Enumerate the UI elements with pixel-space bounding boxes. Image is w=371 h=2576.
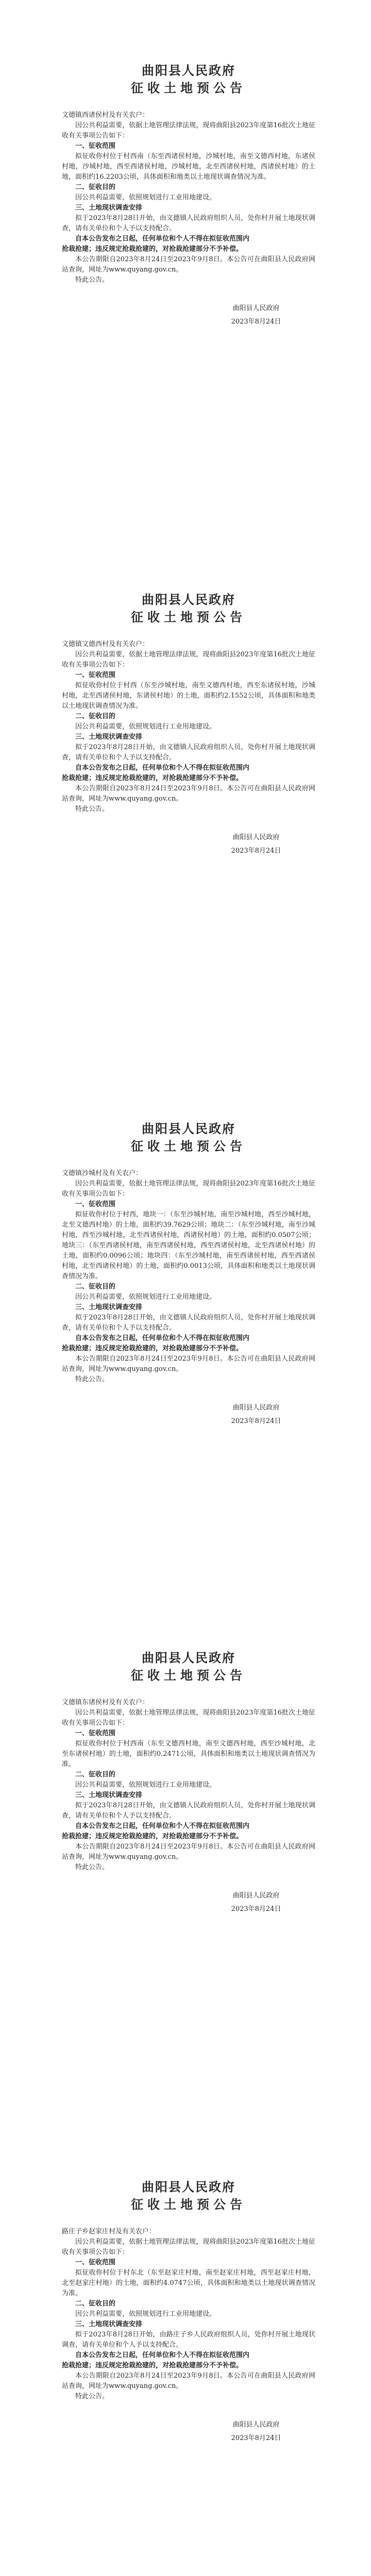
notice-title-line1: 曲阳县人民政府 [142, 1121, 235, 1136]
signature-date: 2023年8月24日 [231, 847, 281, 855]
survey-paragraph: 拟于2023年8月28日开始，由文德镇人民政府组织人员，处你村开展土地现状调查，请有关单位和个人予以支持配合。 [62, 214, 315, 232]
purpose-paragraph: 因公共利益需要，依照规划进行工业用地建设。 [75, 723, 216, 731]
signature-org: 曲阳县人民政府 [232, 1892, 280, 1900]
prohibition-line1: 自本公告发布之日起，任何单位和个人不得在拟征收范围内 [75, 2351, 250, 2359]
period-paragraph: 本公告期限自2023年8月24日至2023年9月8日。本公告可在曲阳县人民政府网站查询，网址为www.quyang.gov.cn。 [62, 1843, 315, 1861]
notice-title-line1: 曲阳县人民政府 [142, 1650, 235, 1665]
scope-paragraph: 拟征收你村位于村西，地块一：（东至沙城村地，南至沙城村地，西至沙城村地，北至文德西村地）的土地，面积约39.7629公顷；地块二：（东至沙城村地，南至沙城村地，西至沙城村地，北至西诸侯村地，西诸侯村地）的土地，面积约0.0507公顷；地块三：（东至西诸侯村地，南至西诸侯村地，西至西诸侯村地，北至西诸侯村地）的土地，面积约0.0096公顷；地块四：（东至沙城村地，南至西诸侯村地，西至西诸侯村地，北至西诸侯村地）的土地，面积约0.0013公顷，具体面积和地类以土地现状调查情况为准。 [62, 1211, 315, 1280]
intro-paragraph: 因公共利益需要，依据土地管理法律法规，现将曲阳县2023年度第16批次土地征收有关事项公告如下： [62, 122, 315, 140]
section-heading-survey: 三、土地现状调查安排 [75, 1303, 143, 1311]
notice-title-line2: 征收土地预公告 [131, 1139, 246, 1154]
signature-org: 曲阳县人民政府 [232, 1404, 280, 1412]
period-paragraph: 本公告期限自2023年8月24日至2023年9月8日。本公告可在曲阳县人民政府网站查询，网址为www.quyang.gov.cn。 [62, 785, 315, 803]
notice-title-line2: 征收土地预公告 [131, 609, 246, 624]
prohibition-line2: 抢栽抢建；违反规定抢栽抢建的，对抢栽抢建部分不予补偿。 [62, 1833, 243, 1840]
signature-date: 2023年8月24日 [231, 1417, 281, 1425]
survey-paragraph: 拟于2023年8月28日开始，由文德镇人民政府组织人员，处你村开展土地现状调查，请有关单位和个人予以支持配合。 [62, 1314, 315, 1332]
closing-line: 特此公告。 [75, 805, 109, 813]
intro-paragraph: 因公共利益需要，依据土地管理法律法规，现将曲阳县2023年度第16批次土地征收有关事项公告如下： [62, 2238, 315, 2256]
addressee: 文德镇文德西村及有关农户： [62, 640, 149, 648]
signature-block [62, 1889, 315, 1916]
prohibition-line1: 自本公告发布之日起，任何单位和个人不得在拟征收范围内 [75, 1334, 250, 1342]
section-heading-survey: 三、土地现状调查安排 [75, 1791, 143, 1799]
scope-paragraph: 拟征收你村位于村西南（东至西诸侯村地，沙城村地，南至文德西村地，东诸侯村地，沙城村地，西至西诸侯村地，沙城村地，北至西诸侯村地，西诸侯村地）的土地，面积约16.2203公顷，具体面积和地类以土地现状调查情况为准。 [62, 152, 315, 181]
signature-block [62, 302, 315, 329]
section-heading-purpose: 二、征收目的 [75, 2300, 116, 2308]
section-heading-survey: 三、土地现状调查安排 [75, 733, 143, 741]
period-paragraph: 本公告期限自2023年8月24日至2023年9月8日。本公告可在曲阳县人民政府网站查询，网址为www.quyang.gov.cn。 [62, 2372, 315, 2390]
signature-block [62, 1401, 315, 1428]
notice-1 [0, 0, 371, 529]
signature-org: 曲阳县人民政府 [232, 2421, 280, 2429]
section-heading-survey: 三、土地现状调查安排 [75, 2320, 143, 2328]
notice-title-line1: 曲阳县人民政府 [142, 592, 235, 607]
addressee: 文德镇东诸侯村及有关农户： [62, 1699, 149, 1706]
notice-title-line1: 曲阳县人民政府 [142, 63, 235, 78]
closing-line: 特此公告。 [75, 276, 109, 284]
intro-paragraph: 因公共利益需要，依据土地管理法律法规，现将曲阳县2023年度第16批次土地征收有关事项公告如下： [62, 1180, 315, 1198]
signature-date: 2023年8月24日 [231, 2434, 281, 2442]
scope-paragraph: 拟征收你村位于村西（东至沙城村地，南至文德西村地，西至东诸侯村地，沙城村地，北至西诸侯村地，东诸侯村地）的土地，面积约2.1552公顷，具体面积和地类以土地现状调查情况为准。 [62, 682, 315, 710]
survey-paragraph: 拟于2023年8月28日开始，由文德镇人民政府组织人员，处你村开展土地现状调查，请有关单位和个人予以支持配合。 [62, 743, 315, 761]
section-heading-scope: 一、征收范围 [75, 2259, 116, 2266]
period-paragraph: 本公告期限自2023年8月24日至2023年9月8日。本公告可在曲阳县人民政府网站查询，网址为www.quyang.gov.cn。 [62, 256, 315, 274]
closing-line: 特此公告。 [75, 1863, 109, 1871]
prohibition-line1: 自本公告发布之日起，任何单位和个人不得在拟征收范围内 [75, 1822, 250, 1830]
section-heading-survey: 三、土地现状调查安排 [75, 204, 143, 212]
section-heading-purpose: 二、征收目的 [75, 183, 116, 191]
notice-2 [0, 529, 371, 1058]
purpose-paragraph: 因公共利益需要，依照规划进行工业用地建设。 [75, 1781, 216, 1789]
section-heading-scope: 一、征收范围 [75, 1730, 116, 1737]
addressee: 文德镇沙城村及有关农户： [62, 1170, 143, 1177]
signature-block [62, 2418, 315, 2445]
signature-date: 2023年8月24日 [231, 318, 281, 326]
scope-paragraph: 拟征收你村位于村东北（东至赵家庄村地，南至赵家庄村地，西至赵家庄村地，北至赵家庄村地）的土地，面积约4.0747公顷，具体面积和地类以土地现状调查情况为准。 [62, 2269, 315, 2297]
prohibition-line2: 抢栽抢建；违反规定抢栽抢建的，对抢栽抢建部分不予补偿。 [62, 2362, 243, 2369]
signature-org: 曲阳县人民政府 [232, 304, 280, 312]
section-heading-purpose: 二、征收目的 [75, 1771, 116, 1778]
notice-title-line2: 征收土地预公告 [131, 2197, 246, 2212]
survey-paragraph: 拟于2023年8月28日开始，由文德镇人民政府组织人员，处你村开展土地现状调查，请有关单位和个人予以支持配合。 [62, 1802, 315, 1820]
period-paragraph: 本公告期限自2023年8月24日至2023年9月8日。本公告可在曲阳县人民政府网站查询，网址为www.quyang.gov.cn。 [62, 1355, 315, 1373]
purpose-paragraph: 因公共利益需要，依照规划进行工业用地建设。 [75, 1293, 216, 1301]
notice-title-line2: 征收土地预公告 [131, 80, 246, 95]
notice-title-line2: 征收土地预公告 [131, 1668, 246, 1683]
section-heading-purpose: 二、征收目的 [75, 713, 116, 720]
notice-title-line1: 曲阳县人民政府 [142, 2179, 235, 2194]
prohibition-line2: 抢栽抢建；违反规定抢栽抢建的，对抢栽抢建部分不予补偿。 [62, 245, 243, 253]
section-heading-scope: 一、征收范围 [75, 671, 116, 679]
section-heading-purpose: 二、征收目的 [75, 1283, 116, 1291]
section-heading-scope: 一、征收范围 [75, 142, 116, 150]
prohibition-line2: 抢栽抢建；违反规定抢栽抢建的，对抢栽抢建部分不予补偿。 [62, 1345, 243, 1352]
signature-org: 曲阳县人民政府 [232, 834, 280, 841]
signature-block [62, 831, 315, 858]
survey-paragraph: 拟于2023年8月28日开始，由路庄子乡人民政府组织人员，处你村开展土地现状调查，请有关单位和个人予以支持配合。 [62, 2331, 315, 2349]
intro-paragraph: 因公共利益需要，依据土地管理法律法规，现将曲阳县2023年度第16批次土地征收有关事项公告如下： [62, 651, 315, 669]
prohibition-line1: 自本公告发布之日起，任何单位和个人不得在拟征收范围内 [75, 235, 250, 243]
signature-date: 2023年8月24日 [231, 1905, 281, 1913]
closing-line: 特此公告。 [75, 1376, 109, 1383]
notice-5 [0, 2116, 371, 2576]
prohibition-line2: 抢栽抢建；违反规定抢栽抢建的，对抢栽抢建部分不予补偿。 [62, 774, 243, 782]
addressee: 文德镇西诸侯村及有关农户： [62, 111, 149, 119]
prohibition-line1: 自本公告发布之日起，任何单位和个人不得在拟征收范围内 [75, 764, 250, 772]
closing-line: 特此公告。 [75, 2393, 109, 2400]
addressee: 路庄子乡赵家庄村及有关农户： [62, 2228, 156, 2235]
intro-paragraph: 因公共利益需要，依据土地管理法律法规，现将曲阳县2023年度第16批次土地征收有关事项公告如下： [62, 1709, 315, 1727]
notice-4 [0, 1587, 371, 2116]
notice-3 [0, 1058, 371, 1587]
section-heading-scope: 一、征收范围 [75, 1200, 116, 1208]
scope-paragraph: 拟征收你村位于村西南（东至文德西村地，南至文德西村地，西至沙城村地，北至东诸侯村地）的土地，面积约0.2471公顷，具体面积和地类以土地现状调查情况为准。 [62, 1740, 315, 1768]
purpose-paragraph: 因公共利益需要，依照规划进行工业用地建设。 [75, 2310, 216, 2318]
purpose-paragraph: 因公共利益需要，依照规划进行工业用地建设。 [75, 194, 216, 201]
